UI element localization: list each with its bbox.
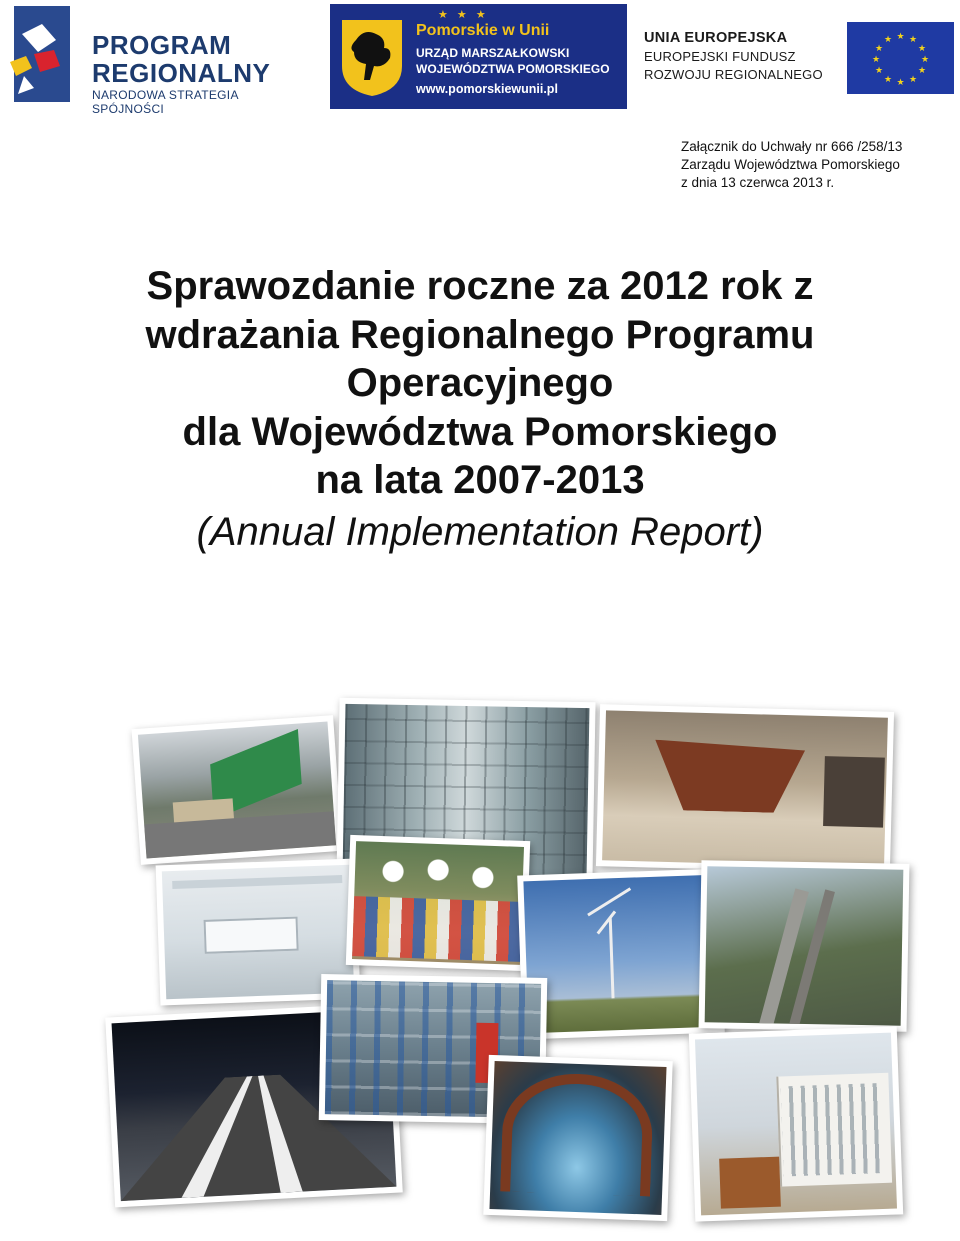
svg-text:★: ★	[908, 75, 918, 85]
website-url: www.pomorskiewunii.pl	[416, 82, 558, 96]
photo-modern-building	[689, 1026, 903, 1221]
svg-text:★: ★	[920, 55, 930, 65]
stars-decoration: ★ ★ ★	[438, 9, 489, 21]
regionalny-line: REGIONALNY	[92, 58, 271, 88]
pomorskie-w-unii-logo	[330, 4, 627, 109]
title-line-4: dla Województwa Pomorskiego	[182, 409, 778, 454]
annex-line-3: z dnia 13 czerwca 2013 r.	[681, 175, 835, 190]
svg-text:★: ★	[883, 75, 893, 85]
title-line-5: na lata 2007-2013	[315, 458, 645, 502]
photo-children-group	[346, 835, 530, 971]
voivodeship-line: WOJEWÓDZTWA POMORSKIEGO	[416, 62, 610, 76]
annex-line-2: Zarządu Województwa Pomorskiego	[681, 157, 900, 172]
eu-line: UNIA EUROPEJSKA	[644, 30, 788, 46]
photo-wind-turbines	[517, 869, 725, 1040]
svg-text:★: ★	[871, 55, 881, 65]
strategy-line: NARODOWA STRATEGIA SPÓJNOŚCI	[92, 88, 239, 116]
svg-text:★: ★	[874, 44, 884, 54]
report-subtitle: (Annual Implementation Report)	[196, 510, 764, 554]
svg-text:★: ★	[874, 66, 884, 76]
program-regionalny-logo	[4, 6, 309, 116]
regional-line: ROZWOJU REGIONALNEGO	[644, 67, 823, 82]
griffin-crest-icon	[340, 18, 404, 98]
svg-text:★: ★	[917, 44, 927, 54]
svg-text:★: ★	[883, 35, 893, 45]
photo-glass-canopy	[483, 1055, 672, 1221]
fund-line: EUROPEJSKI FUNDUSZ	[644, 49, 796, 64]
program-regionalny-mark-icon	[4, 6, 70, 102]
photo-city-aerial	[699, 860, 910, 1032]
report-title	[0, 262, 960, 505]
office-line: URZĄD MARSZAŁKOWSKI	[416, 46, 570, 60]
pomorskie-title: Pomorskie w Unii	[416, 22, 550, 39]
svg-text:★: ★	[896, 78, 905, 88]
photo-concert-hall	[596, 704, 894, 874]
svg-text:★: ★	[896, 32, 905, 42]
title-line-2: wdrażania Regionalnego Programu	[145, 312, 815, 357]
svg-text:★: ★	[917, 66, 927, 76]
photo-recycling-plant	[132, 715, 343, 865]
title-line-1: Sprawozdanie roczne za 2012 rok z	[146, 264, 814, 308]
annex-line-1: Załącznik do Uchwały nr 666 /258/13	[681, 139, 903, 154]
program-line: PROGRAM	[92, 30, 232, 60]
resolution-annex-note	[681, 138, 902, 192]
eu-flag-icon	[847, 22, 954, 94]
svg-text:★: ★	[908, 35, 918, 45]
title-line-3: Operacyjnego	[346, 361, 614, 405]
eu-fund-text	[644, 30, 834, 82]
